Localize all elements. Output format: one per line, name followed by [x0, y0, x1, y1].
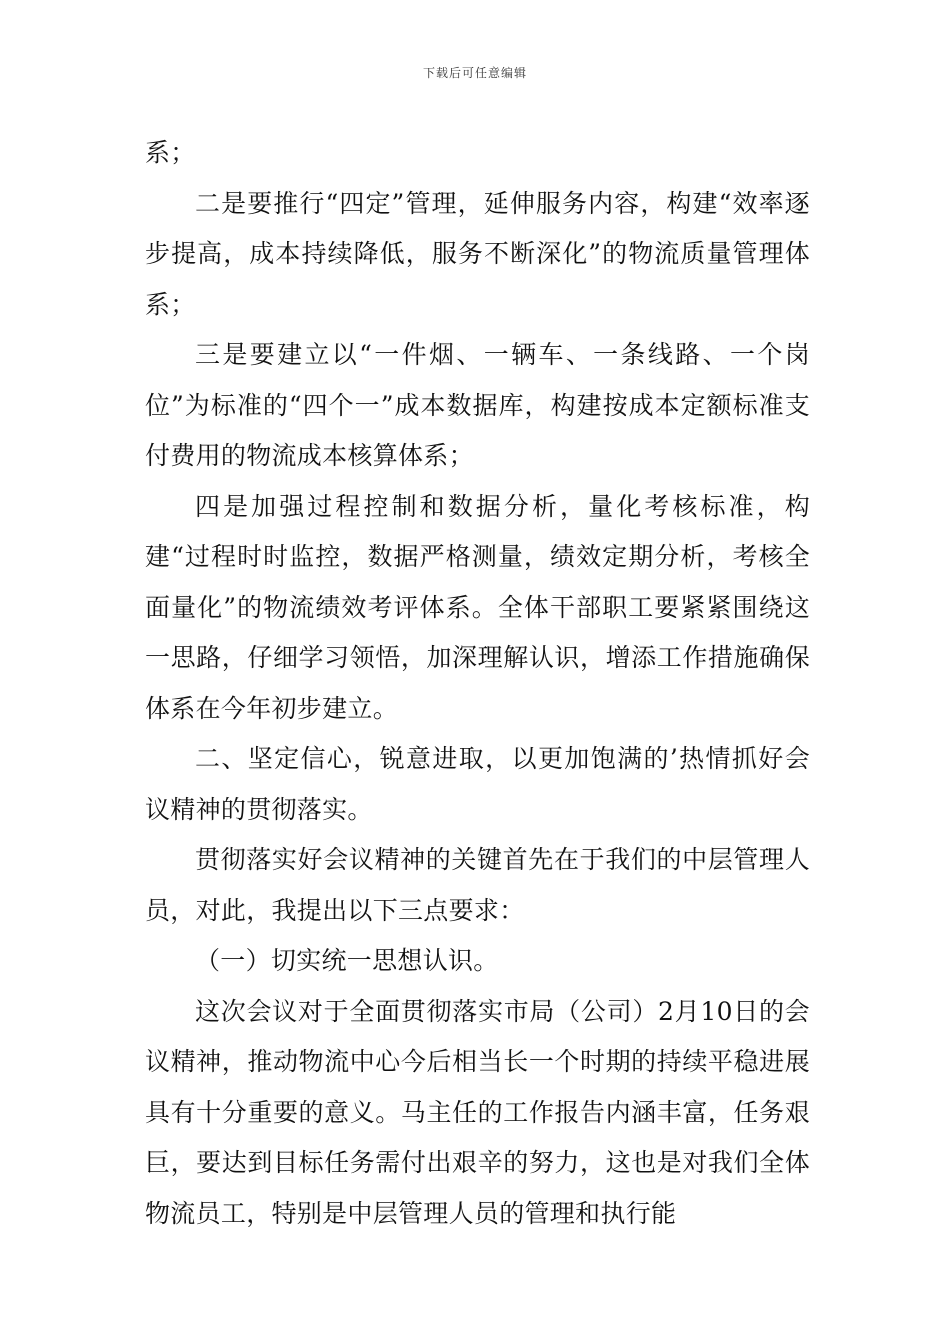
paragraph: 二是要推行“四定”管理，延伸服务内容，构建“效率逐步提高，成本持续降低，服务不断深化”的物流质量管理体系； [145, 188, 810, 319]
paragraph: 贯彻落实好会议精神的关键首先在于我们的中层管理人员，对此，我提出以下三点要求： [145, 845, 810, 925]
paragraph: （一）切实统一思想认识。 [195, 946, 499, 975]
page-header: 下载后可任意编辑 [422, 66, 527, 80]
paragraph: 这次会议对于全面贯彻落实市局（公司）2月10日的会议精神，推动物流中心今后相当长一个时期的持续平稳进展具有十分重要的意义。马主任的工作报告内涵丰富，任务艰巨，要达到目标任务需付出艰辛的努力，这也是对我们全体物流员工，特别是中层管理人员的管理和执行能 [145, 996, 810, 1228]
paragraph: 三是要建立以“一件烟、一辆车、一条线路、一个岗位”为标准的“四个一”成本数据库，构建按成本定额标准支付费用的物流成本核算体系； [145, 340, 810, 470]
document-body [145, 128, 810, 1239]
paragraph: 二、坚定信心，锐意进取，以更加饱满的’热情抓好会议精神的贯彻落实。 [145, 744, 810, 824]
paragraph: 系； [145, 138, 196, 167]
paragraph: 四是加强过程控制和数据分析，量化考核标准，构建“过程时时监控，数据严格测量，绩效定期分析，考核全面量化”的物流绩效考评体系。全体干部职工要紧紧围绕这一思路，仔细学习领悟，加深理解认识，增添工作措施确保体系在今年初步建立。 [145, 491, 810, 723]
